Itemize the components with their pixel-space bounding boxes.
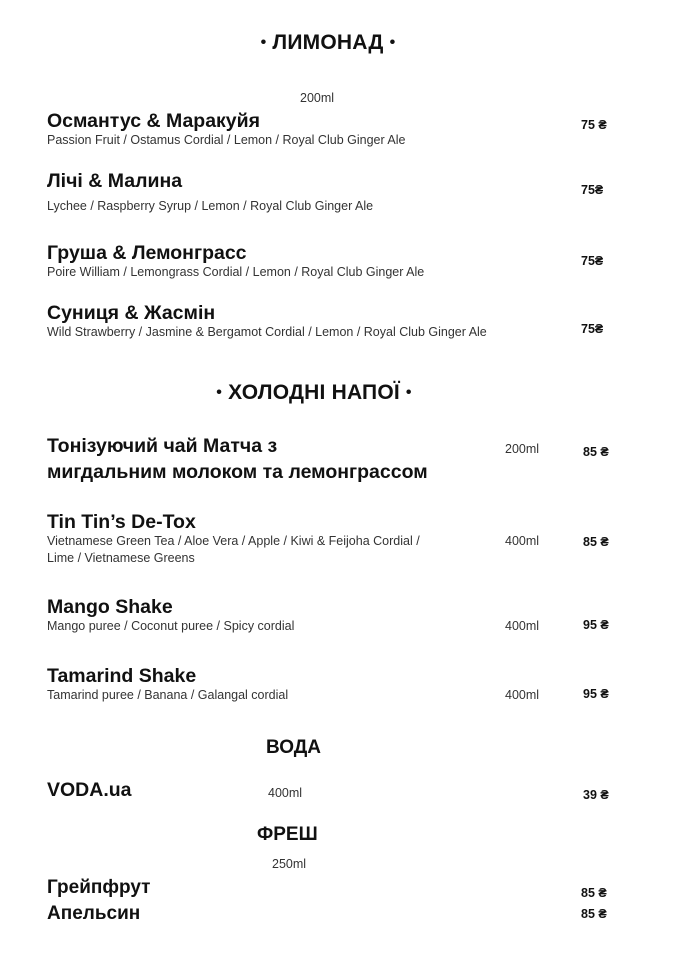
menu-item-name-line2: мигдальним молоком та лемонграссом xyxy=(47,461,428,483)
bullet-right: • xyxy=(405,384,412,401)
lemonade-title-text: ЛИМОНАД xyxy=(272,31,384,54)
menu-item-description: Poire William / Lemongrass Cordial / Lemon / Royal Club Ginger Ale xyxy=(47,265,425,279)
fresh-section-title: ФРЕШ xyxy=(257,824,318,845)
menu-item-volume: 400ml xyxy=(505,688,540,702)
menu-item-name: Лічі & Малина xyxy=(47,170,183,192)
menu-item-description: Mango puree / Coconut puree / Spicy cordial xyxy=(47,619,295,633)
menu-item-price: 75₴ xyxy=(581,254,604,268)
menu-item-description: Tamarind puree / Banana / Galangal cordial xyxy=(47,688,289,702)
menu-item-description-line2: Lime / Vietnamese Greens xyxy=(47,551,195,565)
menu-item-price: 85 ₴ xyxy=(581,886,607,900)
menu-item-name: Tamarind Shake xyxy=(47,665,197,687)
menu-item-name: Tin Tin’s De-Tox xyxy=(47,511,196,533)
menu-item-name-line1: Тонізуючий чай Матча з xyxy=(47,435,278,457)
cold-drinks-section-title xyxy=(0,381,628,405)
menu-item-name: Груша & Лемонграсс xyxy=(47,242,247,264)
menu-item-price: 39 ₴ xyxy=(583,788,609,802)
menu-item-price: 85 ₴ xyxy=(583,535,609,549)
menu-item-description-line1: Vietnamese Green Tea / Aloe Vera / Apple / Kiwi & Feijoha Cordial / xyxy=(47,534,420,548)
menu-item-name: Грейпфрут xyxy=(47,877,151,898)
menu-item-volume: 400ml xyxy=(505,534,540,548)
lemonade-volume: 200ml xyxy=(300,91,335,105)
menu-item-volume: 400ml xyxy=(268,786,303,800)
cold-drinks-title-text: ХОЛОДНІ НАПОЇ xyxy=(228,381,400,404)
menu-item-volume: 400ml xyxy=(505,619,540,633)
menu-item-price: 95 ₴ xyxy=(583,687,609,701)
menu-item-name: Суниця & Жасмін xyxy=(47,302,216,324)
water-section-title: ВОДА xyxy=(266,737,322,758)
menu-item-price: 75₴ xyxy=(581,322,604,336)
menu-item-name: Mango Shake xyxy=(47,596,173,618)
menu-item-price: 85 ₴ xyxy=(581,907,607,921)
bullet-left: • xyxy=(260,34,267,51)
menu-item-price: 75 ₴ xyxy=(581,118,607,132)
menu-item-name: Апельсин xyxy=(47,903,141,924)
menu-item-volume: 200ml xyxy=(505,442,540,456)
bullet-right: • xyxy=(389,34,396,51)
menu-item-description: Passion Fruit / Ostamus Cordial / Lemon / Royal Club Ginger Ale xyxy=(47,133,406,147)
menu-item-name: Османтус & Маракуйя xyxy=(47,110,261,132)
menu-item-name: VODA.ua xyxy=(47,779,132,801)
menu-item-description: Lychee / Raspberry Syrup / Lemon / Royal Club Ginger Ale xyxy=(47,199,374,213)
menu-item-price: 85 ₴ xyxy=(583,445,609,459)
fresh-volume: 250ml xyxy=(272,857,307,871)
lemonade-section-title xyxy=(0,31,656,55)
menu-item-price: 95 ₴ xyxy=(583,618,609,632)
menu-item-price: 75₴ xyxy=(581,183,604,197)
menu-item-description: Wild Strawberry / Jasmine & Bergamot Cordial / Lemon / Royal Club Ginger Ale xyxy=(47,325,487,339)
bullet-left: • xyxy=(216,384,223,401)
